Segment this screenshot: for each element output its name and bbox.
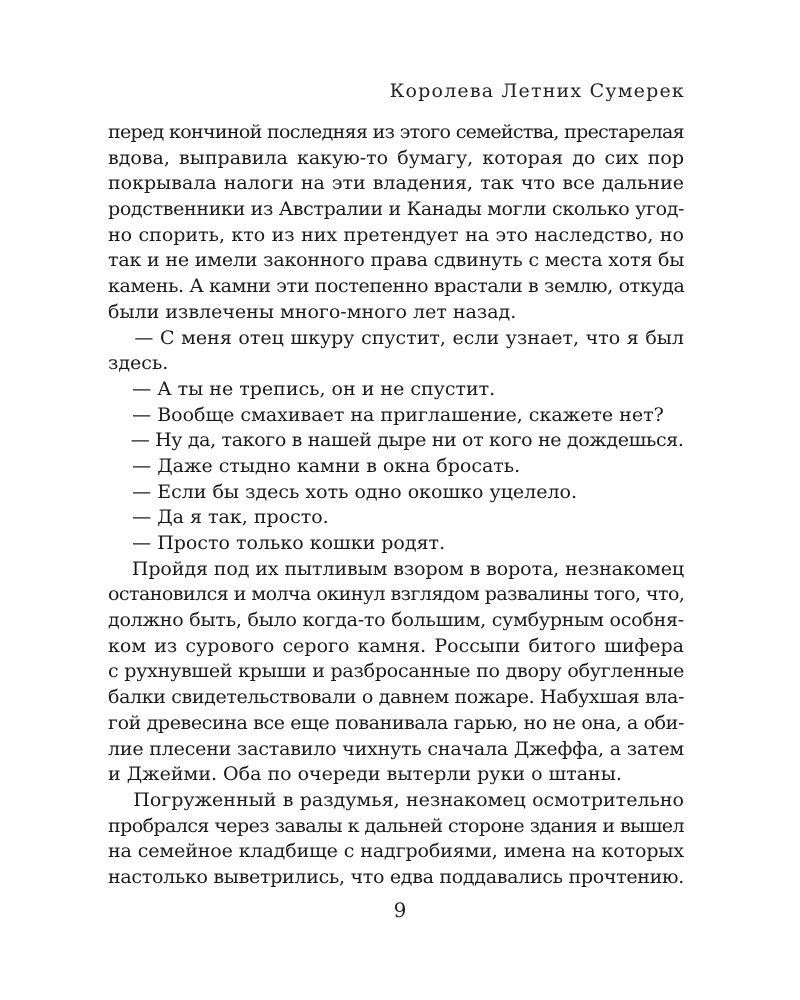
text-line: — Ну да, такого в нашей дыре ни от кого не дождешься. [108, 429, 684, 452]
text-line: лие плесени заставило чихнуть сначала Джеффа, а затем [108, 737, 684, 760]
text-line: покрывала налоги на эти владения, так что все дальние [108, 172, 684, 195]
text-line: здесь. [108, 352, 169, 375]
text-line: были извлечены много-много лет назад. [108, 300, 517, 323]
text-line: Пройдя под их пытливым взором в ворота, незнакомец [108, 557, 684, 580]
text-line: с рухнувшей крыши и разбросанные по двору обугленные [108, 660, 685, 683]
text-line: — Если бы здесь хоть одно окошко уцелело. [108, 480, 578, 503]
text-line: камень. А камни эти постепенно врастали в землю, откуда [108, 275, 685, 298]
text-line: балки свидетельствовали о давнем пожаре. Набухшая вла- [108, 686, 684, 709]
page-number: 9 [393, 898, 407, 922]
text-line: — А ты не трепись, он и не спустит. [108, 377, 496, 400]
page-body [108, 120, 684, 891]
text-line: на семейное кладбище с надгробиями, имена на которых [108, 840, 684, 863]
text-line: так и не имели законного права сдвинуть с места хотя бы [108, 249, 685, 272]
text-line: родственники из Австралии и Канады могли сколько угод- [108, 198, 685, 221]
text-line: — Просто только кошки родят. [108, 532, 446, 554]
text-line: настолько выветрились, что едва поддавались прочтению. [108, 865, 684, 888]
text-line: перед кончиной последняя из этого семейства, престарелая [108, 121, 684, 143]
text-line: должно быть, было когда-то большим, сумбурным особня- [108, 609, 684, 632]
text-line: Погруженный в раздумья, незнакомец осмотрительно [108, 788, 684, 811]
text-line: остановился и молча окинул взглядом развалины того, что, [108, 583, 685, 606]
text-line: — Да я так, просто. [108, 506, 329, 529]
text-line: и Джейми. Оба по очереди вытерли руки о штаны. [108, 763, 622, 786]
text-line: — Вообще смахивает на приглашение, скажете нет? [108, 403, 664, 426]
text-line: вдова, выправила какую-то бумагу, которая до сих пор [108, 146, 684, 169]
text-line: гой древесина все еще пованивала гарью, но не она, а оби- [108, 711, 684, 734]
text-line: ком из сурового серого камня. Россыпи битого шифера [108, 634, 684, 657]
running-header: Королева Летних Сумерек [389, 80, 685, 102]
text-line: но спорить, кто из них претендует на это наследство, но [108, 223, 684, 246]
text-line: пробрался через завалы к дальней стороне здания и вышел [108, 814, 684, 837]
text-line: — Даже стыдно камни в окна бросать. [108, 454, 521, 477]
text-line: — С меня отец шкуру спустит, если узнает, что я был [108, 326, 684, 349]
